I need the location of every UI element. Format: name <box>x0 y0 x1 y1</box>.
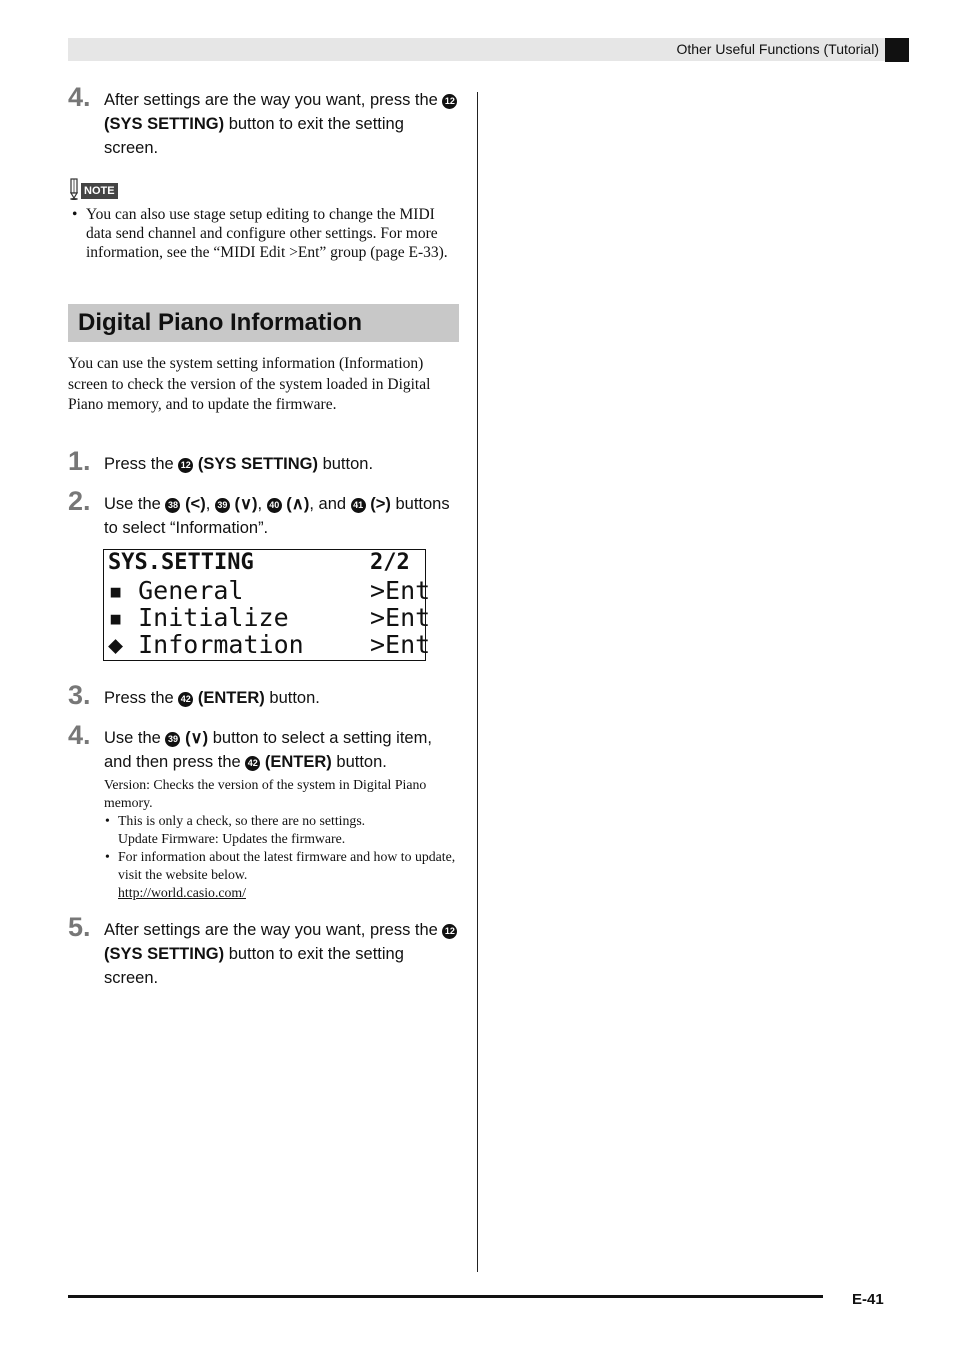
note-label: NOTE <box>81 183 118 199</box>
step-4-details <box>104 776 460 902</box>
step-text: Use the 39 (∨) button to select a setting item, and then press the 42 (ENTER) button. <box>104 729 432 771</box>
section-heading <box>68 304 459 342</box>
button-ref-badge: 41 <box>351 498 366 513</box>
note-list <box>68 205 460 262</box>
lcd-title-row: SYS.SETTING 2/2 <box>108 550 410 575</box>
step-number: 4. <box>68 82 91 112</box>
page-number: E-41 <box>852 1291 884 1308</box>
button-ref-badge: 12 <box>442 94 457 109</box>
button-name: (SYS SETTING) <box>104 115 225 133</box>
step-number: 2. <box>68 486 91 516</box>
lcd-row-selected: ◆ Information >Ent <box>108 630 431 659</box>
button-ref-badge: 12 <box>178 458 193 473</box>
column-divider <box>477 92 478 1272</box>
button-name: (ENTER) <box>264 753 332 771</box>
header-tab-marker <box>885 38 909 62</box>
step-number: 3. <box>68 680 91 710</box>
button-ref-badge: 42 <box>178 692 193 707</box>
section-title: Digital Piano Information <box>78 309 363 336</box>
lcd-display <box>103 549 431 661</box>
button-name: (∨) <box>234 495 258 513</box>
update-firmware-description: Update Firmware: Updates the firmware. <box>118 831 346 846</box>
step-number: 4. <box>68 720 91 750</box>
step-text: Use the 38 (<), 39 (∨), 40 (∧), and 41 (>) buttons to select “Information”. <box>104 495 450 537</box>
pencil-icon <box>68 178 80 200</box>
detail-bullet: • For information about the latest firmware and how to update, visit the website below. http://world.casio.com/ <box>105 849 456 900</box>
button-name: (<) <box>185 495 206 513</box>
step-text: Press the 42 (ENTER) button. <box>104 689 320 707</box>
button-name: (>) <box>370 495 391 513</box>
running-header-title: Other Useful Functions (Tutorial) <box>676 41 879 57</box>
button-ref-badge: 39 <box>165 732 180 747</box>
step-number: 1. <box>68 446 91 476</box>
step-text: After settings are the way you want, press the 12 (SYS SETTING) button to exit the setting screen. <box>104 88 460 160</box>
button-name: (ENTER) <box>197 689 265 707</box>
version-description: Version: Checks the version of the system in Digital Piano memory. <box>104 777 427 810</box>
footer-rule <box>68 1295 823 1298</box>
lcd-row: ▪ Initialize >Ent <box>108 603 431 632</box>
step-number: 5. <box>68 912 91 942</box>
button-name: (SYS SETTING) <box>104 945 225 963</box>
step-text: After settings are the way you want, press the 12 (SYS SETTING) button to exit the setting screen. <box>104 918 460 990</box>
button-ref-badge: 12 <box>442 924 457 939</box>
button-ref-badge: 42 <box>245 756 260 771</box>
step-text: Press the 12 (SYS SETTING) button. <box>104 455 374 473</box>
casio-website-link[interactable]: http://world.casio.com/ <box>118 885 246 900</box>
detail-bullet: • This is only a check, so there are no settings. Update Firmware: Updates the firmware. <box>104 812 460 848</box>
button-ref-badge: 40 <box>267 498 282 513</box>
button-name: (SYS SETTING) <box>197 455 318 473</box>
button-ref-badge: 39 <box>215 498 230 513</box>
button-name: (∧) <box>286 495 310 513</box>
button-name: (∨) <box>185 729 209 747</box>
note-item: • You can also use stage setup editing to change the MIDI data send channel and configure other settings. For more information, see the “MIDI Edit >Ent” group (page E-33). <box>72 206 448 261</box>
button-ref-badge: 38 <box>165 498 180 513</box>
section-intro: You can use the system setting information (Information) screen to check the version of the system loaded in Digital Piano memory, and to update the firmware. <box>68 355 431 413</box>
lcd-row: ▪ General >Ent <box>108 576 431 605</box>
